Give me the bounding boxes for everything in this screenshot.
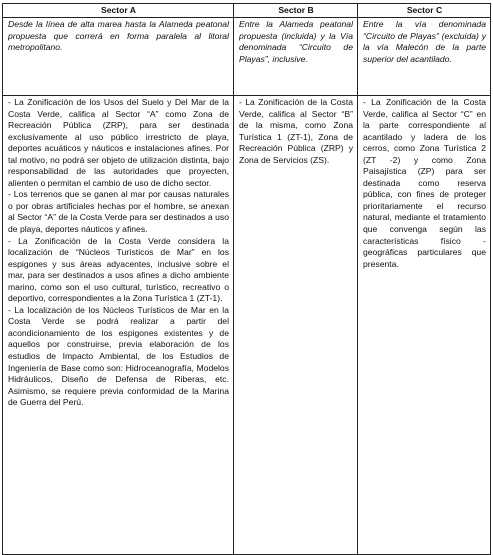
sector-a-paragraph: - La Zonificación de la Costa Verde considera la localización de “Núcleos Turísticos de Mar” en los espigones y sus áreas adyacentes, inclusive sobre el mar, para ser destinados a usos afines a dicho ambiente marino, como son el uso cultural, turístico, recreativo o deportivo, correspondientes a la Zona Turística 1 (ZT-1). [8, 235, 229, 304]
description-sector-c: Entre la vía denominada “Circuito de Playas” (excluida) y la vía Malecón de la parte superior del acantilado. [358, 18, 491, 96]
header-row [3, 4, 491, 18]
description-row [3, 18, 491, 96]
header-sector-c: Sector C [358, 4, 491, 18]
header-sector-a: Sector A [3, 4, 234, 18]
sector-a-paragraph: - La localización de los Núcleos Turísticos de Mar en la Costa Verde se podrá realizar a partir del acondicionamiento de los espigones existentes y de aquellos por construirse, previa elaboración de los estudios de Impacto Ambiental, de los Estudios de Ingeniería de Base como son: Hidroceanografía, Modelos Hidráulicos, Diseño de Defensa de Riberas, etc. Asimismo, se requiere previa conformidad de la Marina de Guerra del Perú. [8, 304, 229, 408]
content-sector-c [358, 96, 491, 555]
sector-c-paragraph: - La Zonificación de la Costa Verde, califica al Sector “C” en la parte correspondiente al acantilado y ladera de los cerros, como Zona Turística 2 (ZT -2) y como Zona Paisajística (ZP) para ser destinada como reserva pública, con fines de proteger prioritariamente el recurso natural, mediante el tratamiento que convenga según las características físico - geográficas particulares que presenta. [363, 97, 486, 269]
content-sector-b [234, 96, 358, 555]
sector-a-paragraph: - Los terrenos que se ganen al mar por causas naturales o por obras artificiales hechas por el hombre, se anexan al Sector “A” de la Costa Verde para ser destinados a uso de playa, deportes náuticos y afines. [8, 189, 229, 235]
sector-b-paragraph: - La Zonificación de la Costa Verde, califica al Sector “B” de la misma, como Zona Turística 1 (ZT-1), Zona de Recreación Pública (ZRP) y Zona de Servicios (ZS). [239, 97, 353, 165]
content-sector-a [3, 96, 234, 555]
description-sector-b: Entre la Alameda peatonal propuesta (incluida) y la Vía denominada “Circuito de Playas”, inclusive. [234, 18, 358, 96]
header-sector-b: Sector B [234, 4, 358, 18]
sector-a-paragraph: - La Zonificación de los Usos del Suelo y Del Mar de la Costa Verde, califica al Sector “A” como Zona de Recreación Pública (ZRP), para ser destinada exclusivamente al uso público irrestricto de playa, deportes acuáticos y náuticos e instalaciones afines. Por tal motivo, no podrá ser objeto de utilización distinta, bajo responsabilidad de las autoridades que proyecten, alienten o permitan el cambio de uso de dicho sector. [8, 97, 229, 188]
sectors-table [2, 3, 491, 555]
description-sector-a: Desde la línea de alta marea hasta la Alameda peatonal propuesta que correrá en forma paralela al litoral metropolitano. [3, 18, 234, 96]
content-row [3, 96, 491, 555]
